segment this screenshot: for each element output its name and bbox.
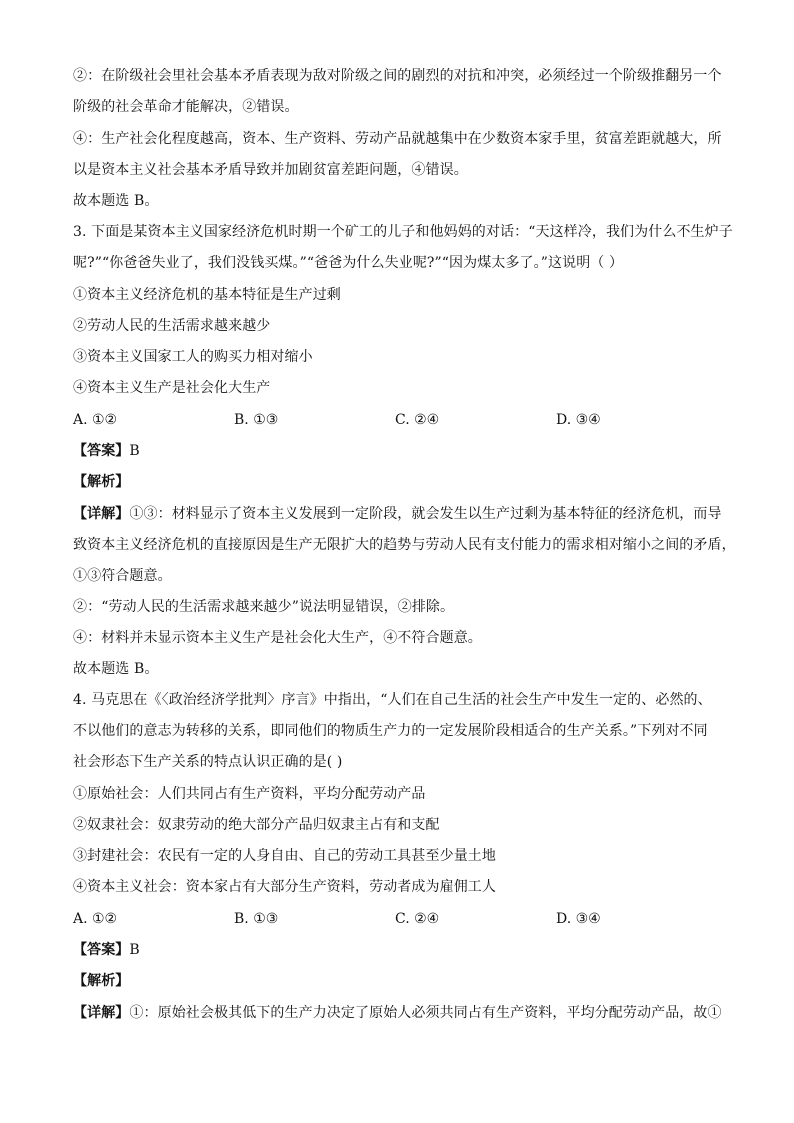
question-3-answer <box>73 441 140 461</box>
option-c: C. ②④ <box>395 412 440 428</box>
question-4-stem: 社会形态下生产关系的特点认识正确的是( ) <box>73 754 343 770</box>
question-4-stem: 4. 马克思在《〈政治经济学批判〉序言》中指出，“人们在自己生活的社会生产中发生一定的、必然的、 <box>73 692 712 708</box>
option-b: B. ①③ <box>234 412 279 428</box>
question-4-statement: ②奴隶社会：奴隶劳动的绝大部分产品归奴隶主占有和支配 <box>73 817 440 833</box>
option-a: A. ①② <box>73 412 118 428</box>
answer-value: B <box>129 443 140 459</box>
question-3-detail: ②：“劳动人民的生活需求越来越少”说法明显错误，②排除。 <box>73 599 455 615</box>
answer-value: B <box>129 942 140 958</box>
question-3-detail: ①③符合题意。 <box>73 568 172 584</box>
detail-label: 【详解】 <box>73 506 130 522</box>
option-b: B. ①③ <box>234 911 279 927</box>
option-a: A. ①② <box>73 911 118 927</box>
text-line: ②：在阶级社会里社会基本矛盾表现为敌对阶级之间的剧烈的对抗和冲突，必须经过一个阶级推翻另一个 <box>73 68 722 84</box>
question-4-answer <box>73 940 140 960</box>
detail-label: 【详解】 <box>73 1005 130 1021</box>
question-4-detail <box>73 1003 722 1023</box>
question-3-statement: ①资本主义经济危机的基本特征是生产过剩 <box>73 287 341 303</box>
question-3-statement: ③资本主义国家工人的购买力相对缩小 <box>73 349 313 365</box>
question-3-detail: 致资本主义经济危机的直接原因是生产无限扩大的趋势与劳动人民有支付能力的需求相对缩小之间的矛盾， <box>73 537 736 553</box>
question-3-detail <box>73 504 722 524</box>
option-d: D. ③④ <box>556 911 601 927</box>
question-3-stem: 3. 下面是某资本主义国家经济危机时期一个矿工的儿子和他妈妈的对话：“天这样冷，我们为什么不生炉子 <box>73 224 733 240</box>
option-d: D. ③④ <box>556 412 601 428</box>
question-3-statement: ④资本主义生产是社会化大生产 <box>73 380 271 396</box>
question-4-analysis-label: 【解析】 <box>73 973 130 989</box>
question-4-stem: 不以他们的意志为转移的关系，即同他们的物质生产力的一定发展阶段相适合的生产关系。”下列对不同 <box>73 723 708 739</box>
question-4-statement: ④资本主义社会：资本家占有大部分生产资料，劳动者成为雇佣工人 <box>73 879 496 895</box>
question-3-analysis-label: 【解析】 <box>73 474 130 490</box>
question-4-statement: ①原始社会：人们共同占有生产资料，平均分配劳动产品 <box>73 786 426 802</box>
question-3-options <box>73 410 723 430</box>
answer-label: 【答案】 <box>73 443 130 459</box>
question-3-stem: 呢?”“你爸爸失业了，我们没钱买煤。”“爸爸为什么失业呢?”“因为煤太多了。”这说明（ ） <box>73 255 624 271</box>
detail-text: ①③：材料显示了资本主义发展到一定阶段，就会发生以生产过剩为基本特征的经济危机，而导 <box>129 506 722 522</box>
question-4-options <box>73 909 723 929</box>
question-3-detail: 故本题选 B。 <box>73 661 159 677</box>
text-line: ④：生产社会化程度越高，资本、生产资料、劳动产品就越集中在少数资本家手里，贫富差距就越大，所 <box>73 131 722 147</box>
text-line: 阶级的社会革命才能解决，②错误。 <box>73 99 299 115</box>
option-c: C. ②④ <box>395 911 440 927</box>
detail-text: ①：原始社会极其低下的生产力决定了原始人必须共同占有生产资料，平均分配劳动产品，故① <box>129 1005 722 1021</box>
question-4-statement: ③封建社会：农民有一定的人身自由、自己的劳动工具甚至少量土地 <box>73 848 496 864</box>
question-3-statement: ②劳动人民的生活需求越来越少 <box>73 318 271 334</box>
text-line: 故本题选 B。 <box>73 193 159 209</box>
answer-label: 【答案】 <box>73 942 130 958</box>
question-3-detail: ④：材料并未显示资本主义生产是社会化大生产，④不符合题意。 <box>73 630 482 646</box>
text-line: 以是资本主义社会基本矛盾导致并加剧贫富差距问题，④错误。 <box>73 162 468 178</box>
